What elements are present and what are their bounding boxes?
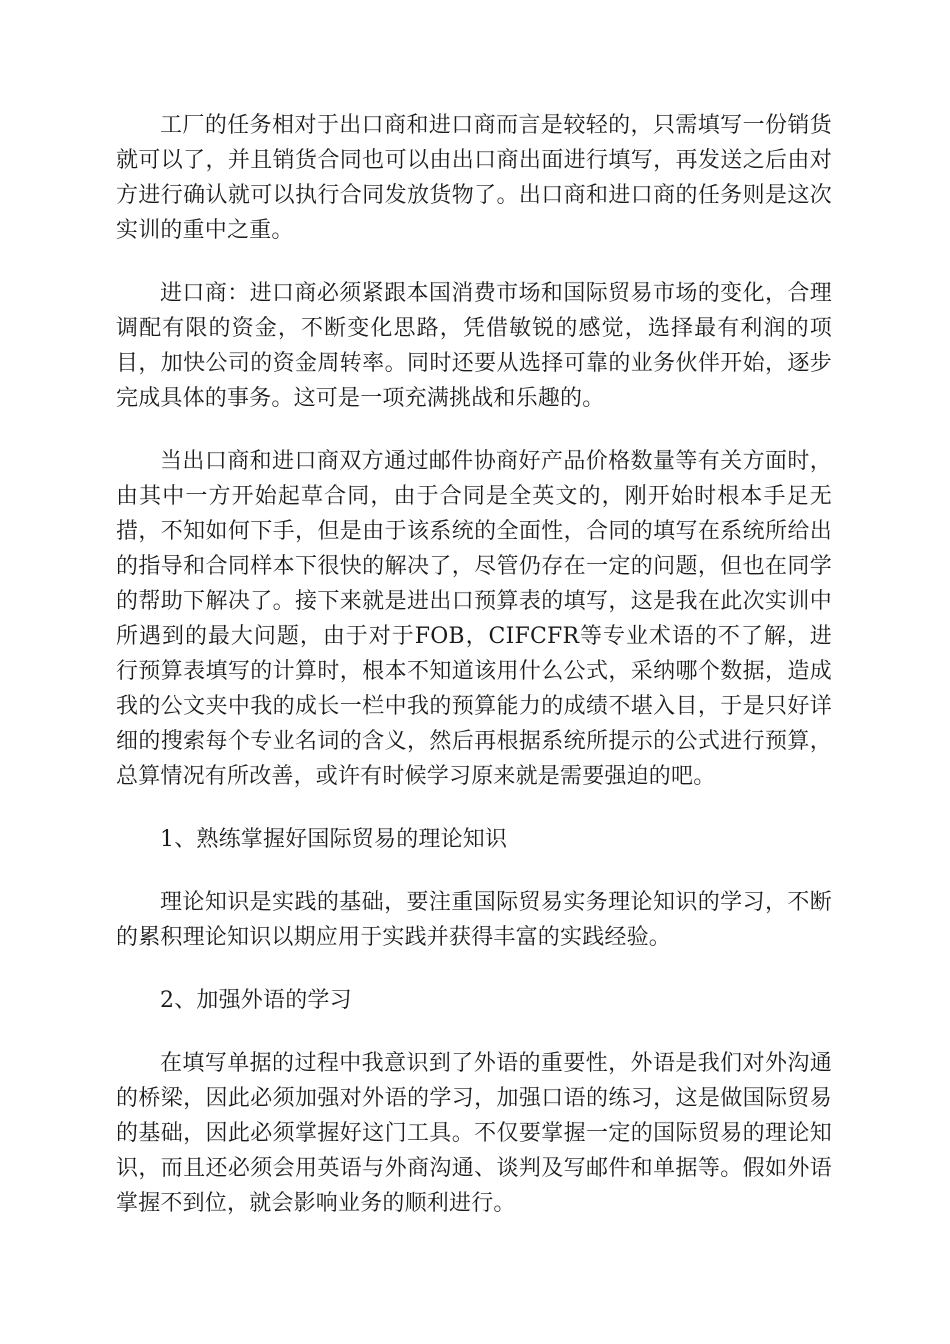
paragraph-importer: 进口商：进口商必须紧跟本国消费市场和国际贸易市场的变化，合理调配有限的资金，不断变化思路，凭借敏锐的感觉，选择最有利润的项目，加快公司的资金周转率。同时还要从选择可靠的业务伙伴开始，逐步完成具体的事务。这可是一项充满挑战和乐趣的。 (116, 281, 832, 411)
paragraph-contract-budget: 当出口商和进口商双方通过邮件协商好产品价格数量等有关方面时，由其中一方开始起草合同，由于合同是全英文的，刚开始时根本手足无措，不知如何下手，但是由于该系统的全面性，合同的填写在系统所给出的指导和合同样本下很快的解决了，尽管仍存在一定的问题，但也在同学的帮助下解决了。接下来就是进出口预算表的填写，这是我在此次实训中所遇到的最大问题，由于对于FOB，CIFCFR等专业术语的不了解，进行预算表填写的计算时，根本不知道该用什么公式，采纳哪个数据，造成我的公文夹中我的成长一栏中我的预算能力的成绩不堪入目，于是只好详细的搜索每个专业名词的含义，然后再根据系统所提示的公式进行预算，总算情况有所改善，或许有时候学习原来就是需要强迫的吧。 (116, 449, 832, 789)
paragraph-theory: 理论知识是实践的基础，要注重国际贸易实务理论知识的学习，不断的累积理论知识以期应用于实践并获得丰富的实践经验。 (116, 890, 832, 950)
paragraph-factory-task: 工厂的任务相对于出口商和进口商而言是较轻的，只需填写一份销货就可以了，并且销货合同也可以由出口商出面进行填写，再发送之后由对方进行确认就可以执行合同发放货物了。出口商和进口商的任务则是这次实训的重中之重。 (116, 113, 832, 243)
document-page (116, 108, 832, 1249)
paragraph-language: 在填写单据的过程中我意识到了外语的重要性，外语是我们对外沟通的桥梁，因此必须加强对外语的学习，加强口语的练习，这是做国际贸易的基础，因此必须掌握好这门工具。不仅要掌握一定的国际贸易的理论知识，而且还必须会用英语与外商沟通、谈判及写邮件和单据等。假如外语掌握不到位，就会影响业务的顺利进行。 (116, 1051, 832, 1216)
section-heading-theory: 1、熟练掌握好国际贸易的理论知识 (160, 827, 508, 852)
section-heading-language: 2、加强外语的学习 (160, 988, 352, 1013)
